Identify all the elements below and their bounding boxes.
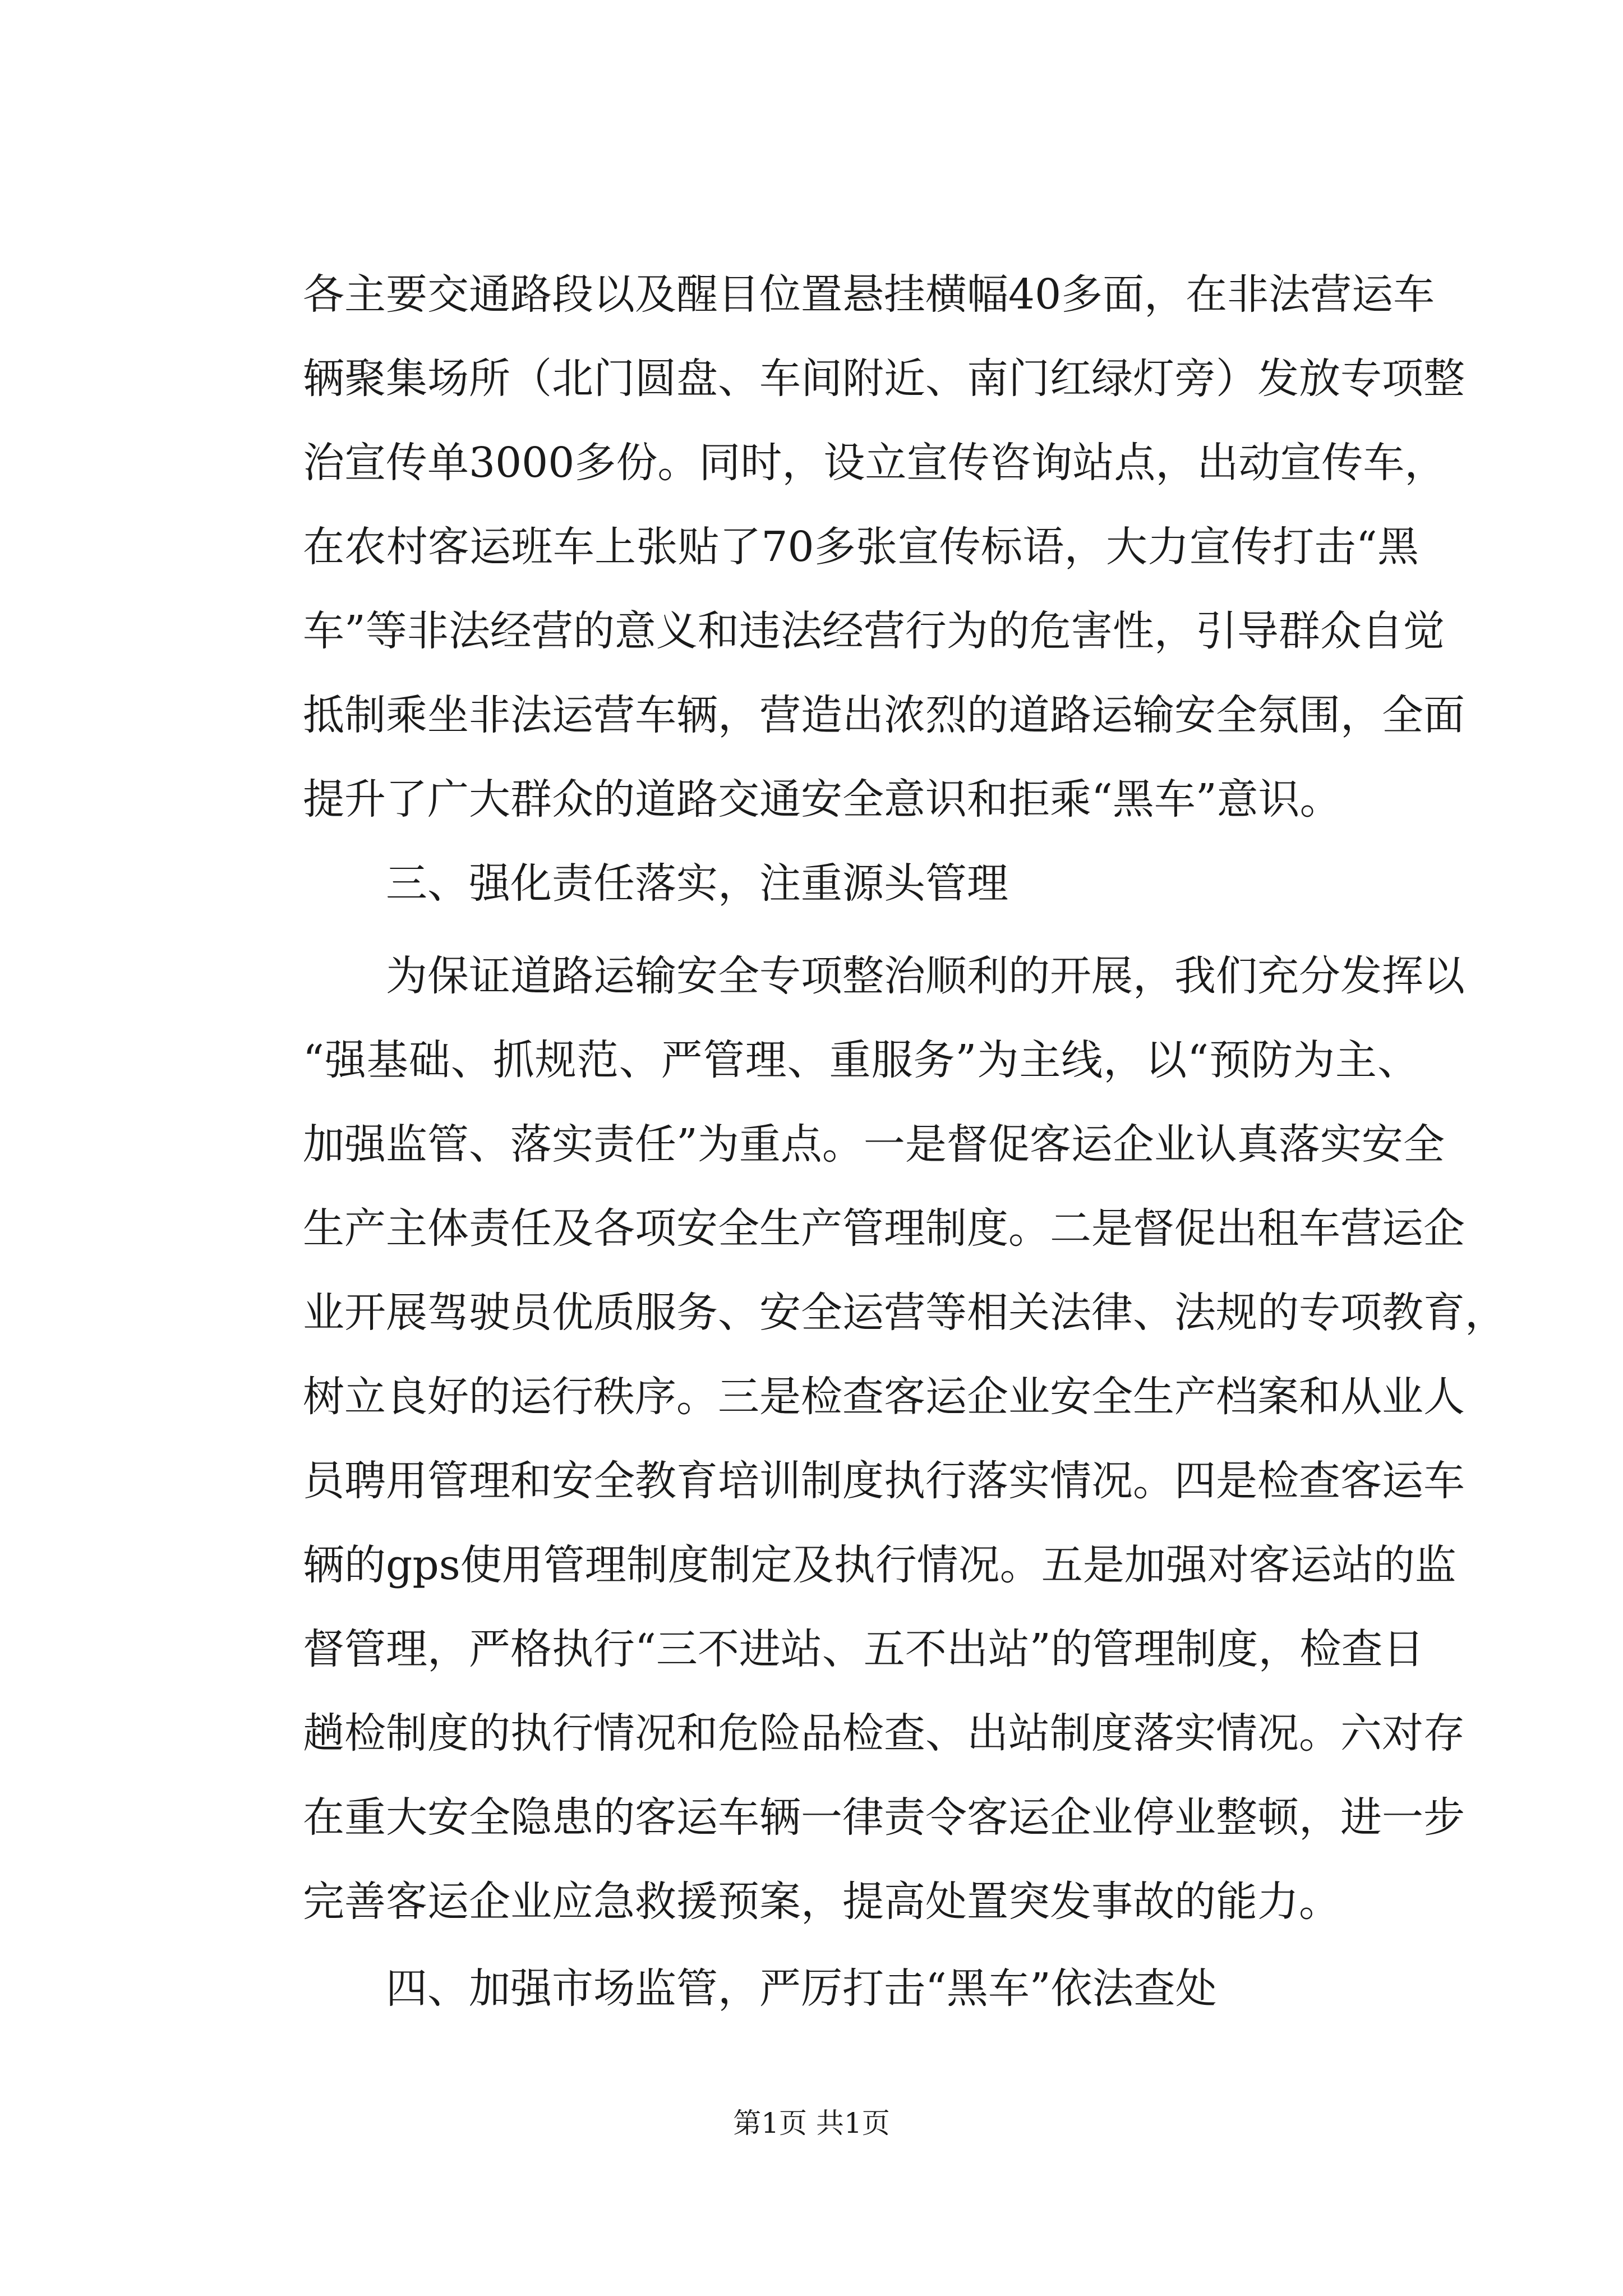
page-footer: 第1页 共1页 — [733, 2107, 890, 2139]
body-line: 生产主体责任及各项安全生产管理制度。二是督促出租车营运企 — [303, 1204, 1465, 1253]
body-line: 车”等非法经营的意义和违法经营行为的危害性，引导群众自觉 — [303, 607, 1445, 655]
body-line: 各主要交通路段以及醒目位置悬挂横幅40多面，在非法营运车 — [303, 270, 1435, 319]
body-line: 加强监管、落实责任”为重点。一是督促客运企业认真落实安全 — [303, 1120, 1445, 1168]
body-line: 业开展驾驶员优质服务、安全运营等相关法律、法规的专项教育， — [303, 1289, 1506, 1337]
body-line: “强基础、抓规范、严管理、重服务”为主线，以“预防为主、 — [303, 1036, 1419, 1084]
section-heading-4: 四、加强市场监管，严厉打击“黑车”依法查处 — [386, 1964, 1217, 2013]
paragraph-first-line: 为保证道路运输安全专项整治顺利的开展，我们充分发挥以 — [386, 952, 1465, 1000]
body-line: 治宣传单3000多份。同时，设立宣传咨询站点，出动宣传车， — [303, 439, 1446, 487]
body-line: 督管理，严格执行“三不进站、五不出站”的管理制度，检查日 — [303, 1625, 1424, 1673]
body-line: 在农村客运班车上张贴了70多张宣传标语，大力宣传打击“黑 — [303, 523, 1419, 571]
body-line: 完善客运企业应急救援预案，提高处置突发事故的能力。 — [303, 1878, 1340, 1926]
body-line — [303, 934, 1465, 1018]
body-line: 树立良好的运行秩序。三是检查客运企业安全生产档案和从业人 — [303, 1373, 1465, 1421]
section-heading-3: 三、强化责任落实，注重源头管理 — [386, 859, 1008, 908]
body-line: 在重大安全隐患的客运车辆一律责令客运企业停业整顿，进一步 — [303, 1793, 1465, 1842]
body-line: 抵制乘坐非法运营车辆，营造出浓烈的道路运输安全氛围，全面 — [303, 691, 1465, 739]
body-line: 趟检制度的执行情况和危险品检查、出站制度落实情况。六对存 — [303, 1709, 1465, 1757]
body-line: 提升了广大群众的道路交通安全意识和拒乘“黑车”意识。 — [303, 775, 1341, 823]
body-line: 员聘用管理和安全教育培训制度执行落实情况。四是检查客运车 — [303, 1457, 1465, 1505]
body-line: 辆的gps使用管理制度制定及执行情况。五是加强对客运站的监 — [303, 1541, 1456, 1589]
body-line: 辆聚集场所（北门圆盘、车间附近、南门红绿灯旁）发放专项整 — [303, 355, 1465, 403]
